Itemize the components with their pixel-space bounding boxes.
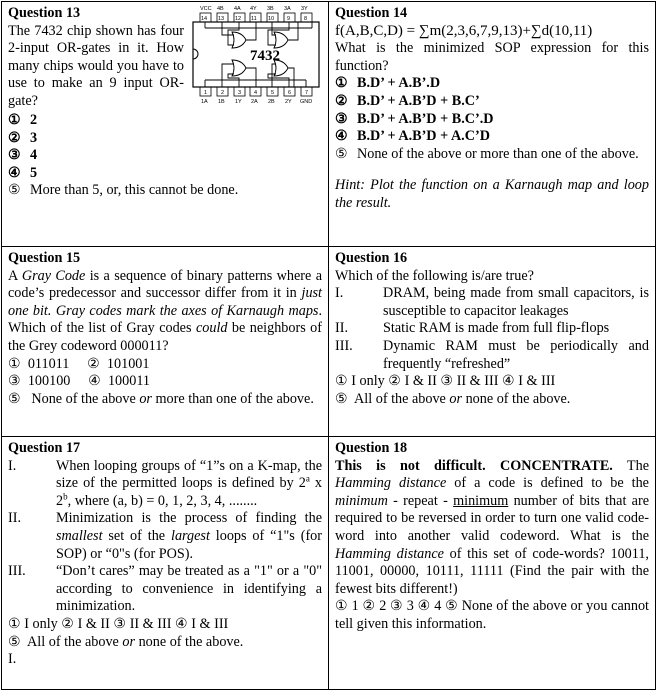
hint-text: Hint: Plot the function on a Karnaugh map and loop the result. bbox=[335, 177, 649, 211]
question-15-body: A Gray Code is a sequence of binary patterns where a code’s predecessor and successor differ from it in just one bit. Gray codes mark the axes of Karnaugh maps. Which of the list of Gray codes could be neighbors of the Grey codeword 000011? bbox=[8, 267, 322, 354]
pin-label: 1A bbox=[201, 99, 208, 105]
question-13-body: The 7432 chip shown has four 2-input OR-gates in it. How many chips would you have to use to make an 9 input OR-gate? bbox=[8, 22, 184, 109]
statement-3: III. Dynamic RAM must be periodically and frequently “refreshed” bbox=[335, 337, 649, 372]
pin-number: 4 bbox=[254, 90, 258, 96]
chip-label: 7432 bbox=[250, 48, 280, 64]
pin-label: 2Y bbox=[285, 99, 292, 105]
option-1[interactable]: ① B.D’ + A.B’.D bbox=[335, 75, 441, 92]
option-5[interactable]: ⑤ All of the above or none of the above. bbox=[335, 390, 571, 407]
pin-label: 3Y bbox=[301, 6, 308, 12]
option-1[interactable]: ① 2 bbox=[8, 112, 38, 128]
options-row-1 bbox=[8, 356, 322, 374]
question-16-title: Question 16 bbox=[335, 250, 408, 266]
option-5[interactable]: ⑤ None of the above or more than one of the above. bbox=[335, 145, 639, 162]
question-16-cell bbox=[329, 247, 656, 437]
question-16-body: Which of the following is/are true? bbox=[335, 267, 534, 284]
pin-number: 3 bbox=[238, 90, 242, 96]
pin-label: 4Y bbox=[250, 6, 257, 12]
pin-number: 11 bbox=[251, 16, 257, 22]
question-18-body: This is not difficult. CONCENTRATE. The Hamming distance of a code is defined to be the minimum - repeat - minimum number of bits that are required to be reversed in order to turn one valid code-word into another valid codeword. What is the Hamming distance of this set of code-words? 10011, 11001, 00000, 10111, 11111 (Find the pair with the fewest bits different!) bbox=[335, 457, 649, 597]
statement-2: II. Minimization is the process of finding the smallest set of the largest loops of “1"s (for SOP) or “0"s (for POS). bbox=[8, 510, 322, 562]
statement-3: III. “Don’t cares” may be treated as a "1" or a "0" according to convenience in identifying a minimization. bbox=[8, 563, 322, 615]
question-14-body: What is the minimized SOP expression for this function? bbox=[335, 40, 649, 74]
chip-7432-diagram bbox=[188, 4, 324, 110]
question-13-cell bbox=[2, 2, 329, 247]
question-18-title: Question 18 bbox=[335, 440, 408, 456]
pin-number: 6 bbox=[288, 90, 292, 96]
pin-label: 3B bbox=[267, 6, 274, 12]
answer-options[interactable]: ① 1 ② 2 ③ 3 ④ 4 ⑤ None of the above or you cannot tell given this information. bbox=[335, 598, 649, 632]
pin-number: 12 bbox=[235, 16, 242, 22]
pin-number: 14 bbox=[201, 16, 208, 22]
option-4[interactable]: ④ 5 bbox=[8, 164, 38, 181]
question-13-options bbox=[8, 112, 322, 200]
pin-number: 2 bbox=[221, 90, 225, 96]
pin-number: 7 bbox=[305, 90, 309, 96]
pin-number: 1 bbox=[204, 90, 208, 96]
pin-label: 4A bbox=[234, 6, 241, 12]
question-grid bbox=[1, 1, 656, 690]
pin-number: 13 bbox=[218, 16, 225, 22]
statement-1: I. DRAM, being made from small capacitors, is susceptible to capacitor leakages bbox=[335, 285, 649, 319]
pin-label: 1B bbox=[218, 99, 225, 105]
pin-label: 3A bbox=[284, 6, 291, 12]
option-2[interactable]: ② 3 bbox=[8, 129, 38, 146]
statement-1: I. When looping groups of “1”s on a K-map, the size of the permitted loops is defined by 2$^a$ x 2$^b$, where (a, b) = 0, 1, 2, 3, 4, ........ bbox=[8, 457, 323, 509]
question-17-title: Question 17 bbox=[8, 440, 81, 456]
pin-label: 2B bbox=[268, 99, 275, 105]
option-4[interactable]: ④ 100011 bbox=[88, 373, 150, 390]
pin-number: 10 bbox=[268, 16, 275, 22]
option-3[interactable]: ③ 4 bbox=[8, 147, 38, 164]
option-4[interactable]: ④ B.D’ + A.B’D + A.C’D bbox=[335, 128, 490, 145]
option-3[interactable]: ③ B.D’ + A.B’D + B.C’.D bbox=[335, 110, 494, 127]
option-1[interactable]: ① 011011 bbox=[8, 355, 70, 372]
pin-number: 9 bbox=[287, 16, 291, 22]
trailing-marker: I. bbox=[8, 651, 17, 668]
question-15-cell bbox=[2, 247, 329, 437]
pin-number: 5 bbox=[271, 90, 275, 96]
pin-label: VCC bbox=[200, 6, 212, 12]
option-3[interactable]: ③ 100100 bbox=[8, 373, 71, 390]
pin-number: 8 bbox=[304, 16, 308, 22]
answer-options[interactable]: ① I only ② I & II ③ II & III ④ I & III bbox=[335, 373, 556, 390]
question-14-cell bbox=[329, 2, 656, 247]
pin-label: GND bbox=[300, 99, 313, 105]
pin-label: 1Y bbox=[235, 99, 242, 105]
option-2[interactable]: ② B.D’ + A.B’D + B.C’ bbox=[335, 92, 480, 109]
option-5[interactable]: ⑤ All of the above or none of the above. bbox=[8, 633, 244, 650]
options-row-2 bbox=[8, 373, 322, 391]
pin-label: 2A bbox=[251, 99, 258, 105]
option-5[interactable]: ⑤ None of the above or more than one of the above. bbox=[8, 390, 314, 407]
option-2[interactable]: ② 101001 bbox=[87, 355, 150, 372]
function-definition: f(A,B,C,D) = ∑m(2,3,6,7,9,13)+∑d(10,11) bbox=[335, 22, 593, 39]
pin-label: 4B bbox=[217, 6, 224, 12]
question-15-title: Question 15 bbox=[8, 250, 81, 266]
question-14-title: Question 14 bbox=[335, 5, 408, 21]
question-17-cell bbox=[2, 437, 329, 690]
option-5[interactable]: ⑤ More than 5, or, this cannot be done. bbox=[8, 182, 239, 199]
answer-options[interactable]: ① I only ② I & II ③ II & III ④ I & III bbox=[8, 615, 229, 632]
question-13-title: Question 13 bbox=[8, 5, 81, 21]
question-18-cell bbox=[329, 437, 656, 690]
statement-2: II. Static RAM is made from full flip-flops bbox=[335, 320, 610, 337]
